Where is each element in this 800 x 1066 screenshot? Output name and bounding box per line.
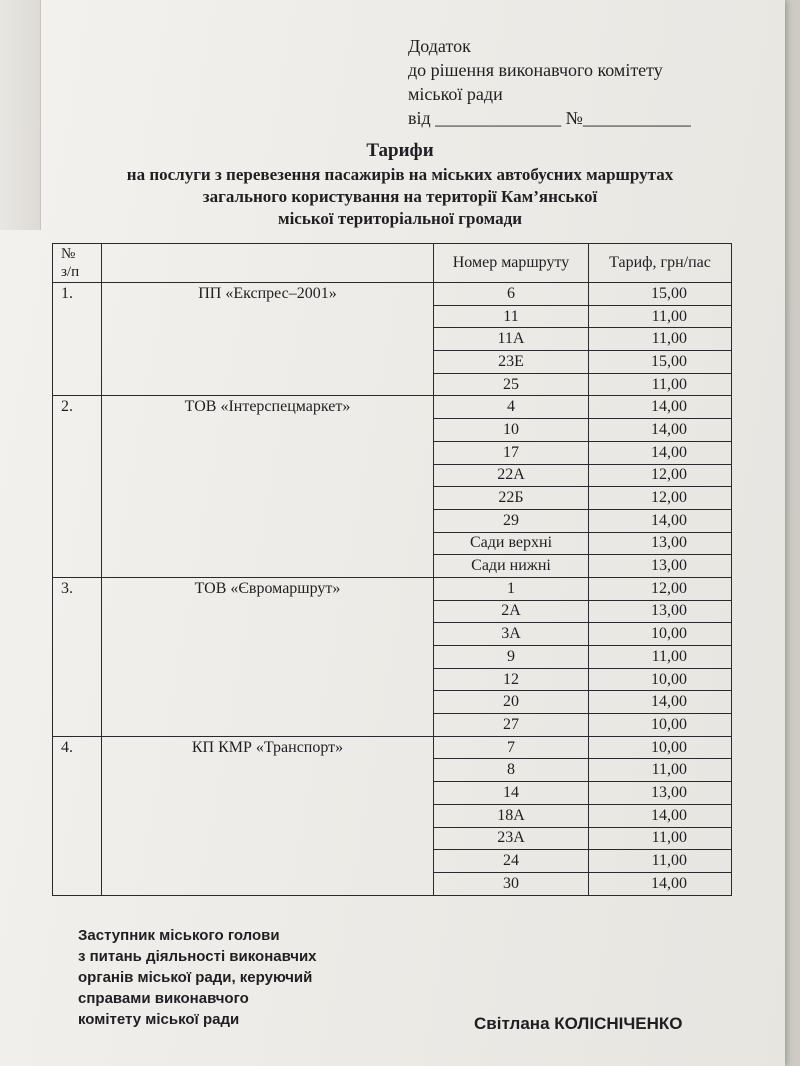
route-number: 3А (434, 623, 589, 646)
row-number: 3. (53, 577, 102, 736)
route-number: 7 (434, 736, 589, 759)
tariff-value: 11,00 (589, 827, 732, 850)
tariff-value: 10,00 (589, 736, 732, 759)
row-number: 2. (53, 396, 102, 578)
route-number: 8 (434, 759, 589, 782)
tariff-value: 11,00 (589, 305, 732, 328)
tariff-value: 12,00 (589, 577, 732, 600)
tariff-value: 12,00 (589, 464, 732, 487)
signer-name: Світлана КОЛІСНІЧЕНКО (474, 1014, 683, 1033)
tariff-value: 13,00 (589, 555, 732, 578)
table-row (53, 396, 732, 419)
carrier-name: ТОВ «Євромаршрут» (102, 577, 434, 736)
route-number: 11 (434, 305, 589, 328)
title-subtitle: на послуги з перевезення пасажирів на міських автобусних маршрутах (126, 165, 674, 184)
appendix-date-number-line: від ______________ №____________ (408, 108, 691, 128)
tariff-value: 15,00 (589, 283, 732, 306)
table-row (53, 736, 732, 759)
title-subtitle: загального користування на території Кам’янської (202, 187, 598, 206)
appendix-line: Додаток (408, 36, 471, 56)
route-number: 23А (434, 827, 589, 850)
tariff-value: 14,00 (589, 804, 732, 827)
route-number: 22Б (434, 487, 589, 510)
signature-line: органів міської ради, керуючий (78, 969, 313, 986)
route-number: 12 (434, 668, 589, 691)
route-number: 24 (434, 850, 589, 873)
tariff-value: 11,00 (589, 373, 732, 396)
tariff-value: 14,00 (589, 691, 732, 714)
route-number: 1 (434, 577, 589, 600)
tariff-value: 13,00 (589, 532, 732, 555)
route-number: 22А (434, 464, 589, 487)
tariff-value: 13,00 (589, 600, 732, 623)
tariff-value: 10,00 (589, 714, 732, 737)
tariff-table-wrapper (52, 243, 732, 896)
route-number: Сади нижні (434, 555, 589, 578)
tariff-value: 14,00 (589, 396, 732, 419)
route-number: 27 (434, 714, 589, 737)
route-number: 4 (434, 396, 589, 419)
route-number: 17 (434, 441, 589, 464)
route-number: 14 (434, 782, 589, 805)
appendix-header (408, 34, 708, 130)
route-number: 25 (434, 373, 589, 396)
tariff-value: 15,00 (589, 351, 732, 374)
header-number: № з/п (53, 244, 102, 283)
header-route: Номер маршруту (434, 244, 589, 283)
appendix-line: міської ради (408, 84, 503, 104)
carrier-name: ТОВ «Інтерспецмаркет» (102, 396, 434, 578)
table-row (53, 577, 732, 600)
table-row (53, 283, 732, 306)
carrier-name: ПП «Експрес–2001» (102, 283, 434, 396)
document-title (50, 140, 750, 230)
row-number: 1. (53, 283, 102, 396)
tariff-value: 14,00 (589, 872, 732, 895)
route-number: 2А (434, 600, 589, 623)
title-subtitle: міської територіальної громади (278, 209, 522, 228)
header-carrier (102, 244, 434, 283)
route-number: 11А (434, 328, 589, 351)
signature-position (78, 925, 408, 1030)
signature-line: справами виконавчого (78, 990, 249, 1007)
route-number: 29 (434, 509, 589, 532)
tariff-value: 13,00 (589, 782, 732, 805)
route-number: Сади верхні (434, 532, 589, 555)
signature-line: з питань діяльності виконавчих (78, 948, 317, 965)
table-body (53, 283, 732, 896)
header-tariff: Тариф, грн/пас (589, 244, 732, 283)
route-number: 23Е (434, 351, 589, 374)
route-number: 6 (434, 283, 589, 306)
tariff-value: 14,00 (589, 441, 732, 464)
tariff-value: 14,00 (589, 419, 732, 442)
tariff-value: 12,00 (589, 487, 732, 510)
tariff-value: 10,00 (589, 623, 732, 646)
tariff-value: 11,00 (589, 850, 732, 873)
appendix-line: до рішення виконавчого комітету (408, 60, 663, 80)
carrier-name: КП КМР «Транспорт» (102, 736, 434, 895)
row-number: 4. (53, 736, 102, 895)
tariff-value: 11,00 (589, 646, 732, 669)
route-number: 30 (434, 872, 589, 895)
route-number: 20 (434, 691, 589, 714)
signature-line: Заступник міського голови (78, 927, 280, 944)
table-header-row (53, 244, 732, 283)
tariff-value: 11,00 (589, 759, 732, 782)
route-number: 10 (434, 419, 589, 442)
tariff-value: 14,00 (589, 509, 732, 532)
signature-line: комітету міської ради (78, 1011, 240, 1028)
underlying-page-edge (0, 0, 41, 230)
tariff-table (52, 243, 732, 896)
route-number: 18А (434, 804, 589, 827)
title-main: Тарифи (366, 140, 434, 161)
route-number: 9 (434, 646, 589, 669)
tariff-value: 10,00 (589, 668, 732, 691)
tariff-value: 11,00 (589, 328, 732, 351)
